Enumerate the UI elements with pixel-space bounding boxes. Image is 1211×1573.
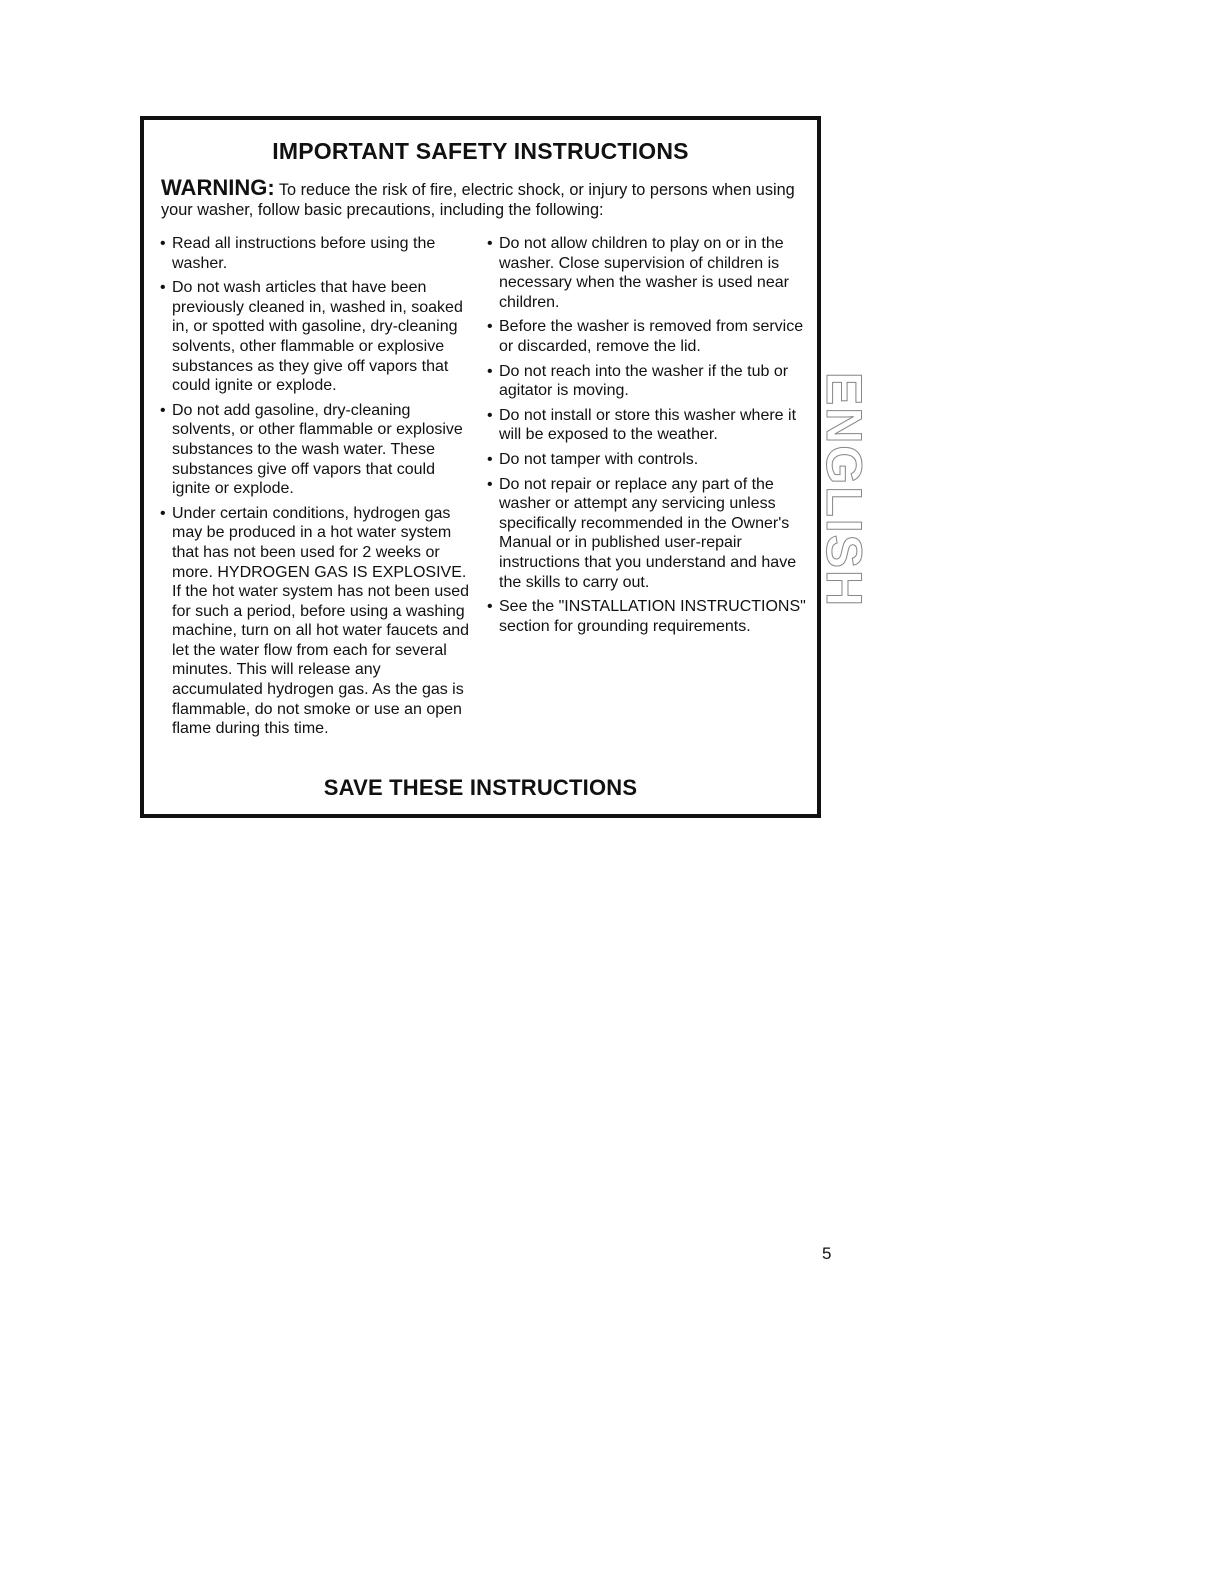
bullet-icon: • xyxy=(160,279,166,297)
bullet-icon: • xyxy=(487,318,493,336)
list-item xyxy=(487,475,813,593)
warning-text: To reduce the risk of fire, electric shock, or injury to persons when using your washer, follow basic precautions, including the following: xyxy=(161,181,795,219)
list-item-text: Do not tamper with controls. xyxy=(499,450,699,468)
bullet-icon: • xyxy=(487,450,493,468)
bullet-icon: • xyxy=(487,406,493,424)
list-item xyxy=(160,504,472,739)
list-item-text: Do not reach into the washer if the tub or agitator is moving. xyxy=(499,362,789,400)
bullet-icon: • xyxy=(487,475,493,493)
list-item-text: Under certain conditions, hydrogen gas may be produced in a hot water system that has not been used for 2 weeks or more. HYDROGEN GAS IS EXPLOSIVE. If the hot water system has not been used for such a period, before using a washing machine, turn on all hot water faucets and let the water flow from each for several minutes. This will release any accumulated hydrogen gas. As the gas is flammable, do not smoke or use an open flame during this time. xyxy=(172,504,470,738)
bullet-icon: • xyxy=(487,598,493,616)
list-item xyxy=(487,317,813,356)
list-item-text: Do not add gasoline, dry-cleaning solvents, or other flammable or explosive substances to the wash water. These substances give off vapors that could ignite or explode. xyxy=(172,401,463,498)
bullet-icon: • xyxy=(487,235,493,252)
list-item-text: See the "INSTALLATION INSTRUCTIONS" section for grounding requirements. xyxy=(499,598,806,635)
box-title: IMPORTANT SAFETY INSTRUCTIONS xyxy=(272,138,689,164)
warning-paragraph xyxy=(161,175,807,220)
save-instructions-title: SAVE THESE INSTRUCTIONS xyxy=(323,775,638,800)
list-item xyxy=(160,278,472,396)
list-item xyxy=(487,234,813,312)
language-side-tab xyxy=(816,371,872,609)
safety-instructions-box xyxy=(140,116,821,818)
list-item-text: Do not wash articles that have been previously cleaned in, washed in, soaked in, or spotted with gasoline, dry-cleaning solvents, other flammable or explosive substances as they give off vapors that could ignite or explode. xyxy=(172,279,463,395)
list-item-text: Do not install or store this washer where it will be exposed to the weather. xyxy=(499,406,797,444)
list-item-text: Before the washer is removed from service or discarded, remove the lid. xyxy=(499,318,804,355)
list-item xyxy=(160,234,472,273)
language-tab-label: ENGLISH xyxy=(816,371,872,609)
list-item xyxy=(160,401,472,499)
warning-label: WARNING: xyxy=(161,175,275,200)
list-item xyxy=(487,406,813,445)
list-item xyxy=(487,597,813,636)
bullet-icon: • xyxy=(487,362,493,380)
right-column xyxy=(487,234,813,641)
list-item-text: Read all instructions before using the washer. xyxy=(172,235,436,272)
bullet-icon: • xyxy=(160,235,166,252)
page-number: 5 xyxy=(822,1244,832,1263)
list-item xyxy=(487,450,813,470)
bullet-icon: • xyxy=(160,401,166,419)
list-item-text: Do not repair or replace any part of the washer or attempt any servicing unless specifically recommended in the Owner's Manual or in published user-repair instructions that you understand and have the skills to carry out. xyxy=(499,475,797,591)
list-item-text: Do not allow children to play on or in the washer. Close supervision of children is necessary when the washer is used near children. xyxy=(499,235,789,311)
bullet-icon: • xyxy=(160,504,166,522)
list-item xyxy=(487,362,813,401)
left-column xyxy=(160,234,472,744)
